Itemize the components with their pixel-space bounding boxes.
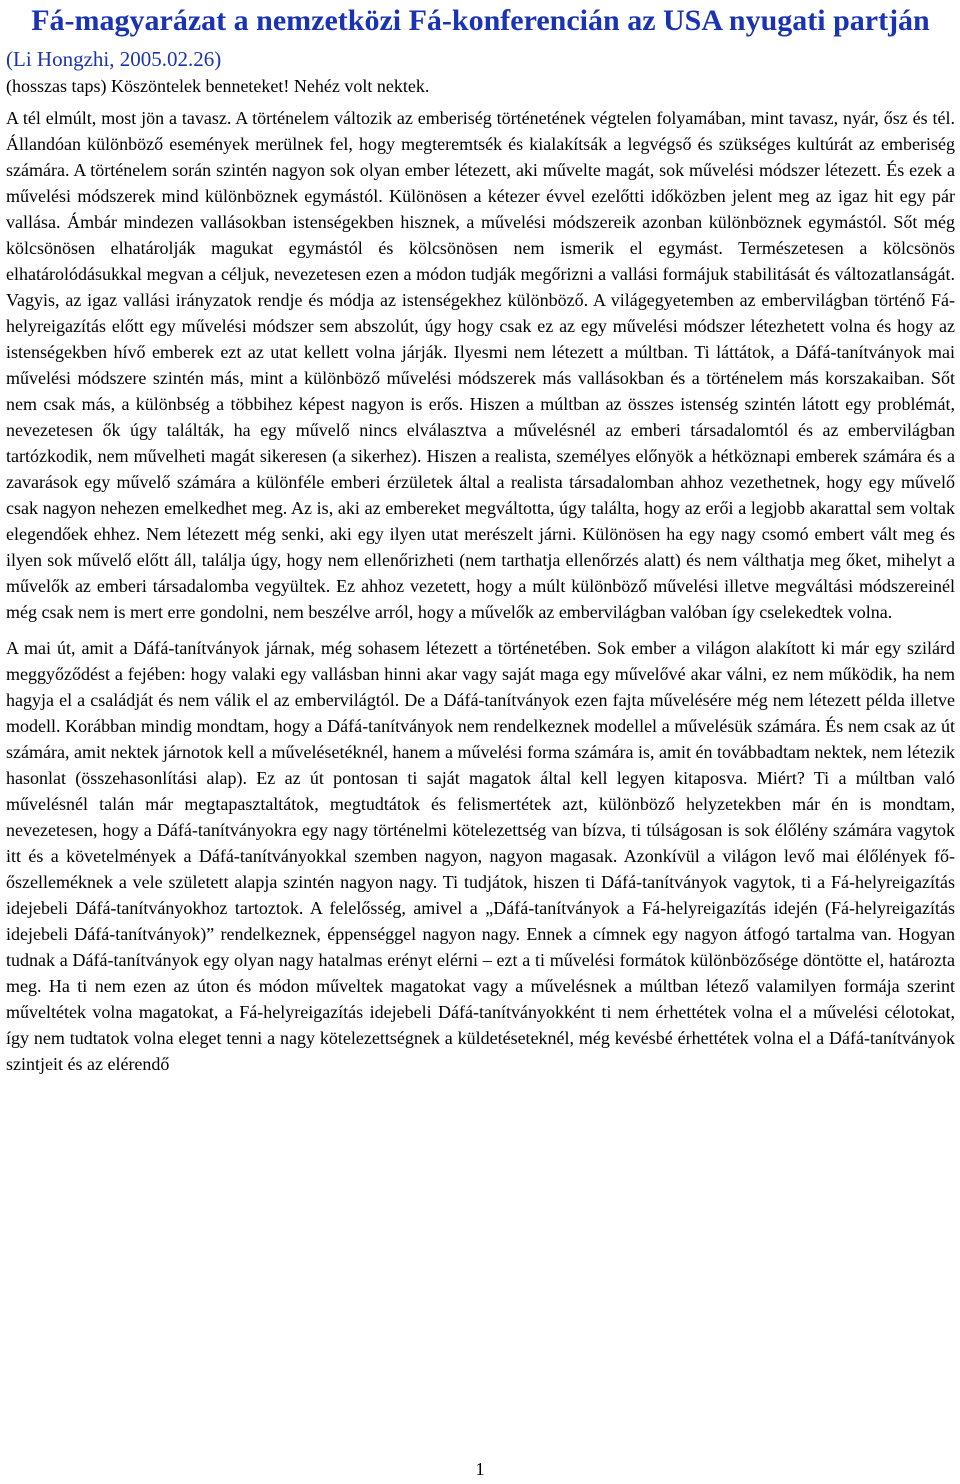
document-page [6,0,955,1077]
paragraph-greeting: (hosszas taps) Köszöntelek benneteket! Nehéz volt nektek. [6,76,430,96]
paragraph-path: A mai út, amit a Dáfá-tanítványok járnak, még sohasem létezett a történetében. Sok ember a világon alakított ki már egy szilárd meggyőződést a fejében: hogy valaki egy vallásban hinni akar vagy saját maga egy művelővé akar válni, ez nem működik, ha nem hagyja el a családját és nem válik el az embervilágtól. De a Dáfá-tanítványok ezen fajta művelésére még nem létezett példa illetve modell. Korábban mindig mondtam, hogy a Dáfá-tanítványok nem rendelkeznek modellel a művelésük számára. És nem csak az út számára, amit nektek járnotok kell a művelésetéknél, hanem a művelési forma számára is, amit én továbbadtam nektek, nem létezik hasonlat (összehasonlítási alap). Ez az út pontosan ti saját magatok által kell legyen kitaposva. Miért? Ti a múltban való művelésnél talán már megtapasztaltátok, megtudtátok és felismertétek azt, különböző helyzetekben már én is mondtam, nevezetesen, hogy a Dáfá-tanítványokra egy nagy történelmi kötelezettség van bízva, ti túlságosan is sok élőlény számára vagytok itt és a követelmények a Dáfá-tanítványokkal szemben nagyon, nagyon magasak. Azonkívül a világon levő mai élőlények fő-őszelleméknek a vele született alapja szintén nagyon nagy. Ti tudjátok, hiszen ti Dáfá-tanítványok vagytok, ti a Fá-helyreigazítás idejebeli Dáfá-tanítványokhoz tartoztok. A felelősség, amivel a „Dáfá-tanítványok a Fá-helyreigazítás idején (Fá-helyreigazítás idejebeli Dáfá-tanítványok)” rendelkeznek, éppenséggel nagyon nagy. Ennek a címnek egy nagyon átfogó tartalma van. Hogyan tudnak a Dáfá-tanítványok egy olyan nagy hatalmas erényt elérni – ezt a ti művelési formátok különbözősége döntötte el, határozta meg. Ha ti nem ezen az úton és módon műveltek magatokat vagy a művelésnek a múltban létező valamilyen formája szerint műveltétek volna magatokat, a Fá-helyreigazítás idejebeli Dáfá-tanítványokként ti nem érhettétek volna el a művelési célotokat, így nem tudtatok volna eleget tenni a nagy kötelezettségnek a küldetéseteknél, még kevésbé érhettétek volna el a Dáfá-tanítványok szintjeit és az elérendő [6,638,955,1074]
document-subtitle: (Li Hongzhi, 2005.02.26) [6,47,222,71]
document-title: Fá-magyarázat a nemzetközi Fá-konferencián az USA nyugati partján [31,4,930,37]
paragraph-history: A tél elmúlt, most jön a tavasz. A történelem változik az emberiség történetének végtelen folyamában, mint tavasz, nyár, ősz és tél. Állandóan különböző események merülnek fel, hogy megteremtsék és kialakítsák a legvégső és szükséges kultúrát az emberiség számára. A történelem során szintén nagyon sok olyan ember létezett, aki művelte magát, sok művelési módszer létezett. És ezek a művelési módszerek mind különböznek egymástól. Különösen a kétezer évvel ezelőtti időközben jelent meg az igaz hit egy pár vallása. Ámbár mindezen vallásokban istenségekben hisznek, a művelési módszereik azonban különböznek egymástól. Sőt még kölcsönösen elhatárolják magukat egymástól és kölcsönösen nem ismerik el egymást. Természetesen a kölcsönös elhatárolódásukkal megvan a céljuk, nevezetesen ezen a módon tudják megőrizni a vallási formájuk stabilitását és változatlanságát. Vagyis, az igaz vallási irányzatok rendje és módja az istenségekhez különböző. A világegyetemben az embervilágban történő Fá-helyreigazítás előtt egy művelési módszer sem abszolút, úgy hogy csak ez az egy művelési módszer létezhetett volna és hogy az istenségekben hívő emberek ezt az utat kellett volna járják. Ilyesmi nem létezett a múltban. Ti láttátok, a Dáfá-tanítványok mai művelési módszere szintén más, mint a különböző művelési módszerek más vallásokban és a történelem más korszakaiban. Sőt nem csak más, a különbség a többihez képest nagyon is erős. Hiszen a múltban az összes istenség szintén látott egy problémát, nevezetesen ők úgy találták, ha egy művelő nincs elválasztva a művelésnél az emberi társadalomtól és az embervilágban tartózkodik, nem művelheti magát sikeresen (a sikerhez). Hiszen a realista, személyes előnyök a hétköznapi emberek számára és a zavarások egy művelő számára a különféle emberi érzületek által a realista társadalomban ahhoz vezethetnek, hogy egy művelő csak nagyon nehezen emelkedhet meg. Az is, aki az embereket megváltotta, úgy találta, hogy az erői a legjobb akarattal sem voltak elegendőek ehhez. Nem létezett még senki, aki egy ilyen utat merészelt járni. Különösen ha egy nagy csomó embert vált meg és ilyen sok művelő előtt áll, találja úgy, hogy nem ellenőrizheti (nem tarthatja ellenőrzés alatt) és nem válthatja meg őket, mihelyt a művelők az emberi társadalomba vegyültek. Ez ahhoz vezetett, hogy a múlt különböző művelési illetve megváltási módszereinél még csak nem is mert erre gondolni, nem beszélve arról, hogy a művelők az embervilágban valóban így cselekedtek volna. [6,108,955,622]
page-number: 1 [475,1459,485,1479]
